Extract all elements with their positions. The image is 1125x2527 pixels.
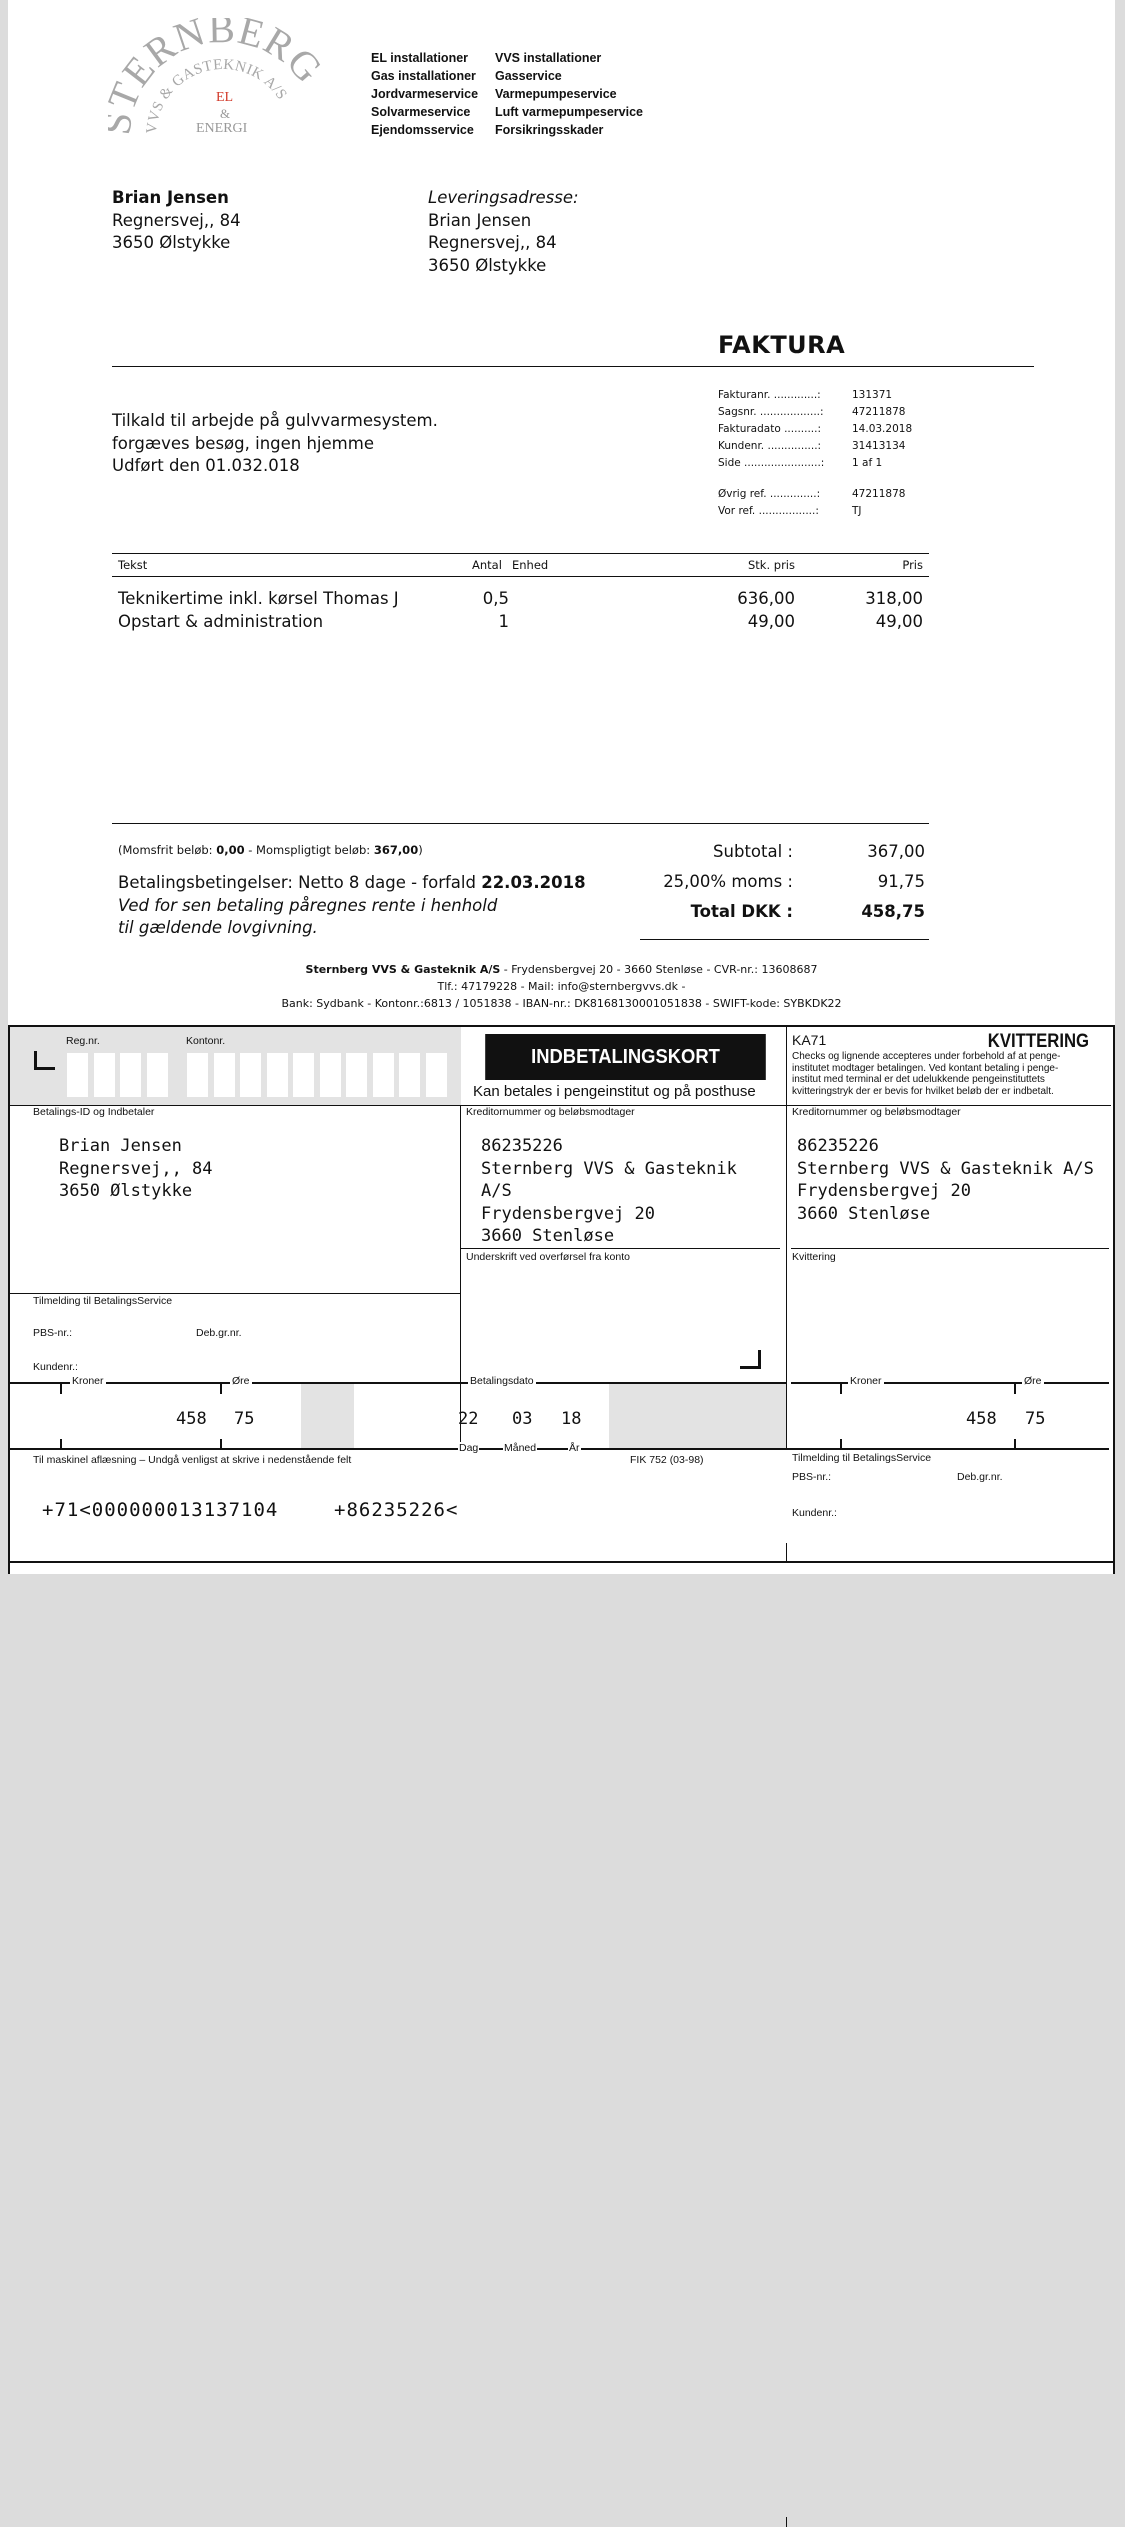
- amount-rule: [10, 1448, 1109, 1450]
- digit-box[interactable]: [373, 1053, 394, 1097]
- company-logo: [108, 18, 333, 148]
- svg-text:VVS & GASTEKNIK A/S: VVS & GASTEKNIK A/S: [143, 56, 290, 135]
- table-header: [112, 558, 929, 576]
- creditor-line: Frydensbergvej 20: [481, 1203, 655, 1224]
- kvittering-text-line: institutet modtager betalingen. Ved kontant betaling i penge-: [792, 1062, 1059, 1074]
- subtotal-row: [640, 837, 925, 867]
- cell-text: Opstart & administration: [118, 612, 324, 631]
- customer-name: Brian Jensen: [112, 188, 229, 207]
- betalingsdato-label: Betalingsdato: [470, 1375, 534, 1387]
- digit-box[interactable]: [399, 1053, 420, 1097]
- logo-el: EL: [216, 90, 234, 105]
- slip-rule: [10, 1293, 460, 1294]
- meta-label: Kundenr. ...............:: [718, 440, 822, 452]
- creditor-line: Sternberg VVS & Gasteknik: [481, 1158, 737, 1179]
- payer-line: Regnersvej,, 84: [59, 1158, 213, 1179]
- kvittering-text-line: institut med terminal er det udelukkende pengeinstituttets: [792, 1074, 1045, 1085]
- maned-label: Måned: [504, 1442, 537, 1454]
- table-top-rule: [112, 553, 929, 554]
- meta-label: Øvrig ref. ..............:: [718, 488, 821, 500]
- tick: [60, 1439, 62, 1449]
- amount-ore-2[interactable]: 75: [1025, 1409, 1046, 1429]
- kundenr-label: Kundenr.:: [33, 1361, 78, 1373]
- meta-label: Vor ref. .................:: [718, 505, 819, 517]
- ocr-line-2: +86235226<: [334, 1499, 459, 1521]
- tick: [220, 1384, 222, 1394]
- machine-read-note: Til maskinel aflæsning – Undgå venligst at skrive i nedenstående felt: [33, 1454, 352, 1466]
- service-item: VVS installationer: [495, 51, 602, 65]
- meta-row: [718, 438, 938, 455]
- total-label: Total DKK :: [690, 902, 793, 921]
- totals-bottom-rule: [640, 939, 929, 940]
- col-header-pris: Pris: [902, 558, 923, 572]
- delivery-label: Leveringsadresse:: [428, 188, 579, 207]
- subtotal-value: 367,00: [867, 842, 925, 861]
- delivery-street: Regnersvej,, 84: [428, 233, 557, 252]
- vat-row: [640, 867, 925, 897]
- tick: [1014, 1439, 1016, 1449]
- pbs-label: PBS-nr.:: [33, 1327, 73, 1339]
- fik-code: FIK 752 (03-98): [630, 1454, 704, 1466]
- kundenr-label-2: Kundenr.:: [792, 1507, 837, 1519]
- customer-street: Regnersvej,, 84: [112, 210, 241, 230]
- vat-free-amount: 0,00: [216, 843, 245, 857]
- kvittering-text: [792, 1051, 1061, 1097]
- cell-stk: 636,00: [737, 589, 795, 608]
- digit-box[interactable]: [187, 1053, 208, 1097]
- col-header-stk: Stk. pris: [748, 558, 795, 572]
- slip-subtitle: Kan betales i pengeinstitut og på posthuse: [473, 1083, 756, 1100]
- subtotal-label: Subtotal :: [713, 842, 793, 861]
- vat-liable-amount: 367,00: [373, 843, 419, 857]
- footer-address: - Frydensbergvej 20 - 3660 Stenløse - CVR-nr.: 13608687: [500, 963, 818, 976]
- service-item: Gas installationer: [371, 69, 476, 83]
- signature-field[interactable]: [466, 1267, 766, 1377]
- services-col2: [495, 49, 643, 139]
- meta-value: TJ: [852, 505, 862, 517]
- vat-suffix: ): [418, 843, 423, 857]
- amount-rule: [791, 1382, 1109, 1384]
- kvittering-label: Kvittering: [792, 1251, 836, 1263]
- digit-box[interactable]: [267, 1053, 288, 1097]
- vat-value: 91,75: [877, 872, 925, 891]
- meta-value: 14.03.2018: [852, 423, 913, 435]
- logo-amp: &: [220, 106, 231, 121]
- meta-label: Fakturanr. .............:: [718, 389, 821, 401]
- betalingsservice-label-2: Tilmelding til BetalingsService: [792, 1452, 932, 1464]
- ka-code: KA71: [792, 1032, 827, 1048]
- total-value: 458,75: [861, 902, 925, 921]
- cell-stk: 49,00: [747, 612, 795, 631]
- total-row: [640, 897, 925, 927]
- cell-antal: 0,5: [482, 589, 509, 608]
- invoice-meta-refs: [718, 486, 938, 520]
- vat-summary: [118, 843, 423, 857]
- creditor-line: A/S: [481, 1181, 512, 1201]
- creditor-line: 86235226: [481, 1136, 563, 1156]
- meta-label: Fakturadato ..........:: [718, 423, 822, 435]
- service-item: Jordvarmeservice: [371, 87, 479, 101]
- payment-terms: [118, 873, 586, 892]
- vat-mid: - Momspligtigt beløb:: [244, 843, 374, 857]
- tick: [60, 1384, 62, 1394]
- slip-divider: [786, 1543, 787, 1561]
- creditor2-line: Frydensbergvej 20: [797, 1181, 971, 1201]
- logo-energi: ENERGI: [196, 121, 248, 136]
- table-header-rule: [112, 576, 929, 577]
- meta-row: [718, 404, 938, 421]
- payer-label: Betalings-ID og Indbetaler: [33, 1106, 155, 1118]
- totals-block: [640, 837, 925, 927]
- vat-prefix: (Momsfrit beløb:: [118, 843, 217, 857]
- services-col1: [371, 49, 478, 139]
- slip-right-border: [1113, 1025, 1115, 1574]
- invoice-page: [8, 0, 1115, 1574]
- totals-top-rule: [112, 823, 929, 824]
- description-line: Tilkald til arbejde på gulvvarmesystem.: [112, 411, 438, 430]
- konto-label: Kontonr.: [186, 1035, 226, 1047]
- table-body: [112, 587, 929, 633]
- cell-text: Teknikertime inkl. kørsel Thomas J: [118, 589, 399, 608]
- tick: [840, 1439, 842, 1449]
- pbs-label-2: PBS-nr.:: [792, 1471, 832, 1483]
- invoice-title: FAKTURA: [718, 331, 846, 359]
- service-item: Solvarmeservice: [371, 105, 471, 119]
- payer-line: 3650 Ølstykke: [59, 1181, 193, 1201]
- slip-left-border: [8, 1025, 10, 1574]
- svg-text:STERNBERG: ERNBERG: [113, 18, 332, 95]
- service-item: Luft varmepumpeservice: [495, 105, 643, 119]
- interest-note: [118, 895, 497, 939]
- creditor2-label: Kreditornummer og beløbsmodtager: [792, 1106, 961, 1118]
- creditor2-block: [797, 1135, 1094, 1225]
- slip-title: INDBETALINGSKORT: [485, 1034, 766, 1080]
- due-date: 22.03.2018: [481, 873, 586, 892]
- digit-box[interactable]: [120, 1053, 141, 1097]
- digit-box[interactable]: [214, 1053, 235, 1097]
- meta-row: [718, 455, 938, 472]
- amount-kroner-2[interactable]: 458: [966, 1409, 997, 1429]
- payer-block: [59, 1135, 213, 1203]
- cell-pris: 49,00: [875, 612, 923, 631]
- kvittering-title: KVITTERING: [987, 1031, 1089, 1052]
- corner-mark: [34, 1051, 55, 1070]
- digit-box[interactable]: [293, 1053, 314, 1097]
- meta-label: Side .......................:: [718, 457, 825, 469]
- digit-box[interactable]: [94, 1053, 115, 1097]
- meta-row: [718, 387, 938, 404]
- digit-box[interactable]: [67, 1053, 88, 1097]
- cell-pris: 318,00: [865, 589, 923, 608]
- cell-antal: 1: [498, 612, 509, 631]
- creditor2-line: Sternberg VVS & Gasteknik A/S: [797, 1158, 1094, 1179]
- divider: [691, 366, 1034, 367]
- meta-value: 1 af 1: [852, 457, 883, 469]
- description-line: Udført den 01.032.018: [112, 456, 300, 475]
- corner-mark: [740, 1350, 761, 1369]
- tick: [840, 1384, 842, 1394]
- digit-box[interactable]: [426, 1053, 447, 1097]
- payment-year[interactable]: 18: [561, 1409, 582, 1429]
- description-line: forgæves besøg, ingen hjemme: [112, 433, 374, 453]
- meta-value: 131371: [852, 389, 893, 401]
- customer-city: 3650 Ølstykke: [112, 233, 231, 252]
- col-header-antal: Antal: [472, 558, 502, 572]
- creditor-line: 3660 Stenløse: [481, 1226, 615, 1246]
- creditor2-line: 3660 Stenløse: [797, 1203, 931, 1224]
- footer-company: Sternberg VVS & Gasteknik A/S: [305, 963, 501, 976]
- amount-kroner[interactable]: 458: [176, 1409, 207, 1429]
- meta-value: 47211878: [852, 488, 906, 500]
- interest-line-1: Ved for sen betaling påregnes rente i henhold: [118, 896, 498, 915]
- betalingsservice-label: Tilmelding til BetalingsService: [33, 1295, 173, 1307]
- slip-column-divider: [460, 1105, 461, 1450]
- ore-label: Øre: [232, 1375, 250, 1387]
- tick: [220, 1439, 222, 1449]
- invoice-meta: [718, 387, 938, 472]
- creditor-label: Kreditornummer og beløbsmodtager: [466, 1106, 635, 1118]
- debgr-label: Deb.gr.nr.: [196, 1327, 242, 1339]
- slip-bottom-border: [8, 1561, 1115, 1563]
- footer-line-1: [8, 961, 1115, 978]
- slip-rule: [791, 1248, 1109, 1249]
- grey-cell: [301, 1384, 354, 1448]
- kvittering-text-line: kvitteringstryk der er bevis for hvilket beløb der er indbetalt.: [792, 1085, 1054, 1097]
- interest-line-2: til gældende lovgivning.: [118, 918, 318, 937]
- ore-label-2: Øre: [1024, 1375, 1042, 1387]
- table-row: [112, 587, 929, 610]
- delivery-city: 3650 Ølstykke: [428, 255, 547, 275]
- divider: [112, 366, 692, 367]
- kroner-label: Kroner: [72, 1375, 104, 1387]
- terms-text: Betalingsbetingelser: Netto 8 dage - forfald: [118, 873, 482, 892]
- service-item: Varmepumpeservice: [495, 87, 617, 101]
- meta-row: [718, 486, 938, 503]
- delivery-name: Brian Jensen: [428, 210, 532, 230]
- dag-label: Dag: [459, 1442, 479, 1454]
- creditor-block: [481, 1135, 737, 1248]
- debgr-label-2: Deb.gr.nr.: [957, 1471, 1003, 1483]
- col-header-text: Tekst: [118, 558, 148, 572]
- job-description: [112, 410, 438, 478]
- meta-value: 31413134: [852, 440, 906, 452]
- digit-box[interactable]: [346, 1053, 367, 1097]
- company-footer: [8, 961, 1115, 1012]
- col-header-enhed: Enhed: [512, 558, 549, 572]
- slip-column-divider: [786, 1105, 787, 1450]
- amount-ore[interactable]: 75: [234, 1409, 255, 1429]
- kvittering-text-line: Checks og lignende accepteres under forbehold af at penge-: [792, 1051, 1061, 1062]
- ar-label: År: [569, 1442, 580, 1454]
- reg-label: Reg.nr.: [66, 1035, 100, 1047]
- meta-value: 47211878: [852, 406, 906, 418]
- payment-month[interactable]: 03: [512, 1409, 533, 1429]
- payment-day[interactable]: 22: [458, 1409, 479, 1429]
- service-item: Gasservice: [495, 69, 562, 83]
- tick: [1014, 1384, 1016, 1394]
- footer-contact: Tlf.: 47179228 - Mail: info@sternbergvvs.dk -: [437, 980, 686, 993]
- service-item: Forsikringsskader: [495, 123, 604, 137]
- signature-label: Underskrift ved overførsel fra konto: [466, 1251, 630, 1263]
- digit-box[interactable]: [320, 1053, 341, 1097]
- slip-divider: [786, 2517, 787, 2527]
- meta-row: [718, 421, 938, 438]
- delivery-address: [428, 187, 579, 277]
- payer-line: Brian Jensen: [59, 1136, 182, 1156]
- table-row: [112, 610, 929, 633]
- digit-box[interactable]: [240, 1053, 261, 1097]
- slip-divider: [786, 1027, 787, 1106]
- service-item: Ejendomsservice: [371, 123, 474, 137]
- payment-slip: [8, 1025, 1115, 1574]
- digit-box[interactable]: [147, 1053, 168, 1097]
- vat-label: 25,00% moms :: [663, 872, 793, 891]
- customer-address: [112, 187, 241, 255]
- slip-rule: [460, 1248, 780, 1249]
- ocr-line-1: +71<000000013137104: [42, 1499, 279, 1521]
- grey-cell: [609, 1384, 786, 1448]
- footer-bank: Bank: Sydbank - Kontonr.:6813 / 1051838 - IBAN-nr.: DK8168130001051838 - SWIFT-kode: SYBKDK22: [281, 997, 842, 1010]
- creditor2-line: 86235226: [797, 1136, 879, 1156]
- service-item: EL installationer: [371, 51, 469, 65]
- meta-label: Sagsnr. ..................:: [718, 406, 824, 418]
- meta-row: [718, 503, 938, 520]
- kroner-label-2: Kroner: [850, 1375, 882, 1387]
